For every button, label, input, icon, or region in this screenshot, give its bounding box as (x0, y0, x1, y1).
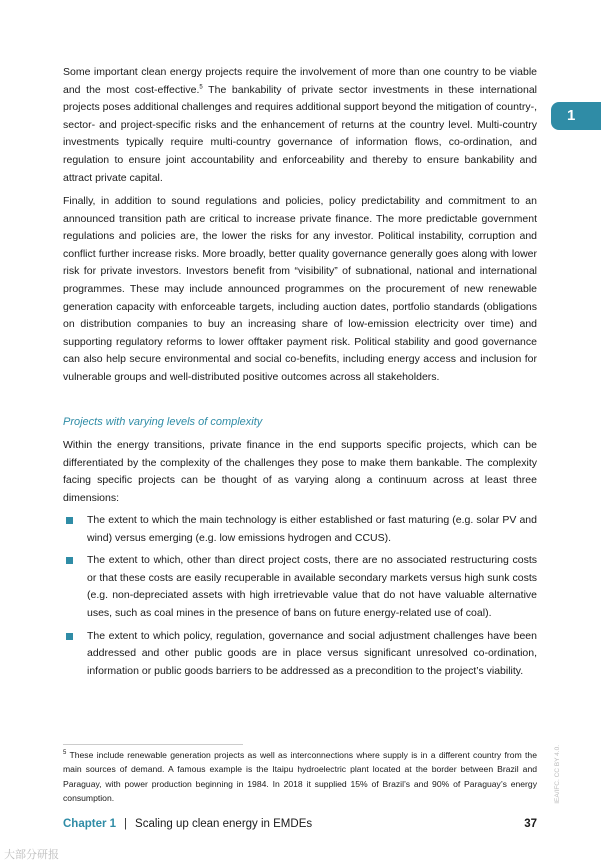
side-credit: IEA/IFC. CC BY 4.0. (554, 745, 561, 804)
page-number: 37 (524, 818, 537, 830)
watermark: 大部分研报 (4, 849, 59, 861)
footnote-number: 5 (63, 750, 67, 757)
list-item-text: The extent to which, other than direct project costs, there are no associated restructuring costs or that these costs are easily recuperable in available secondary markets versus high sunk costs (e.g. non-depreciated assets with high irretrievable value that do not have valuable alternative uses, such as coal mines in the presence of bans on future energy-related use of coal). (87, 554, 537, 619)
page-footer (63, 818, 537, 830)
paragraph-1 (63, 64, 537, 187)
footnote (63, 748, 537, 806)
paragraph-text: The bankability of private sector investments in these international projects poses additional challenges and requires additional support beyond the mitigation of country-, sector- and project-specific risks and the enhancement of returns at the country level. Multi-country investments typically require multi-country governance of information flows, co-ordination, and regulation to ensure joint accountability and enforceability and thereby to ensure bankability and attract private capital. (63, 83, 537, 184)
footnote-divider (63, 744, 243, 745)
list-item (63, 552, 537, 622)
square-bullet-icon (66, 557, 73, 564)
footer-chapter: Chapter 1 (63, 818, 117, 830)
chapter-tab: 1 (551, 102, 601, 130)
paragraph-text: Some important clean energy projects require the involvement of more than one country to be viable and the most cost-effective. (63, 66, 537, 96)
bullet-list (63, 512, 537, 685)
square-bullet-icon (66, 633, 73, 640)
paragraph-2: Finally, in addition to sound regulations and policies, policy predictability and commitment to an announced transition path are critical to increase private finance. The more predictable government regulations and policies are, the lower the risks for any investor. Political instability, corruption and conflict further increase risks. More broadly, better quality governance generally goes along with lower risk for private investors. Investors benefit from “visibility” of subnational, national and international programmes. These may include announced programmes on the procurement of new renewable generation capacity with enforceable targets, including auction dates, portfolio standards (obligations on distribution companies to buy an increasing share of low-emission electricity over time) and supporting regulatory reforms to lower offtaker payment risk. Political stability and good governance can also help secure environmental and social co-benefits, including energy access and inclusion for vulnerable groups and well-distributed positive outcomes across all stakeholders. (63, 195, 537, 383)
footnote-text: These include renewable generation projects as well as interconnections where supply is in a different country from the main sources of demand. A famous example is the Itaipu hydroelectric plant located at the border between Brazil and Paraguay, with power production beginning in 1984. In 2018 it supplied 15% of Brazil’s and 90% of Paraguay’s energy consumption. (63, 750, 537, 804)
section-heading: Projects with varying levels of complexity (63, 416, 263, 428)
square-bullet-icon (66, 517, 73, 524)
section-intro: Within the energy transitions, private finance in the end supports specific projects, which can be differentiated by the complexity of the challenges they pose to make them bankable. The complexity facing specific projects can be thought of as varying along a continuum across at least three dimensions: (63, 439, 537, 504)
footer-separator: | (124, 818, 128, 830)
footnote-ref[interactable]: 5 (199, 84, 203, 91)
list-item-text: The extent to which policy, regulation, governance and social adjustment challenges have been addressed and other public goods are in place versus significant unresolved co-ordination, information or public goods barriers to be addressed as a precondition to the project’s viability. (87, 629, 537, 677)
list-item (63, 628, 537, 681)
list-item-text: The extent to which the main technology is either established or fast maturing (e.g. solar PV and wind) versus emerging (e.g. low emissions hydrogen and CCUS). (87, 514, 537, 544)
footer-title: Scaling up clean energy in EMDEs (135, 818, 313, 830)
list-item (63, 512, 537, 547)
